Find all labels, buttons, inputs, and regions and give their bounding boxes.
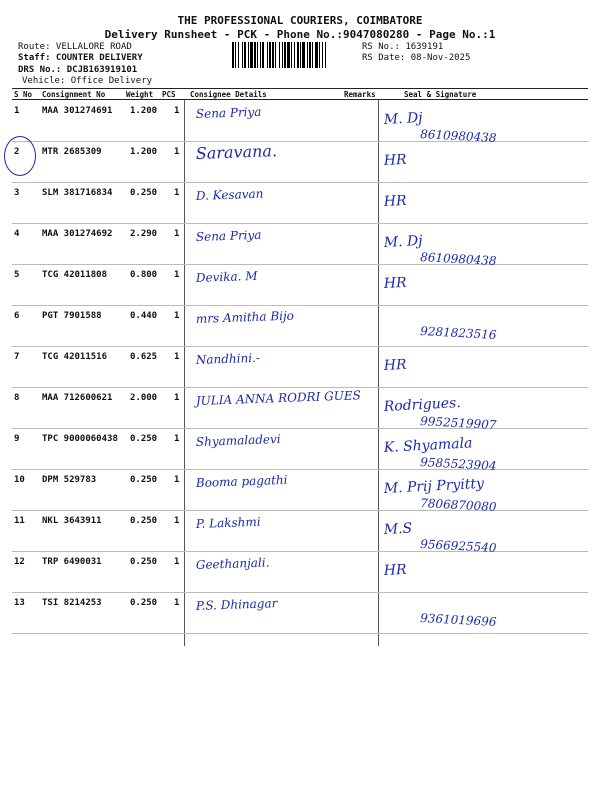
row-consignment-no: MAA 301274691: [42, 106, 113, 116]
row-divider: [12, 223, 588, 224]
col-weight: Weight: [126, 90, 154, 99]
phone-handwritten: 9585523904: [419, 455, 497, 473]
runsheet-subtitle: Delivery Runsheet - PCK - Phone No.:9047080280 - Page No.:1: [104, 28, 496, 41]
row-consignment-no: TRP 6490031: [42, 557, 102, 567]
col-remarks: Remarks: [344, 90, 376, 99]
row-consignment-no: TSI 8214253: [42, 598, 102, 608]
row-divider: [12, 428, 588, 429]
row-sno: 9: [14, 434, 20, 444]
row-weight: 2.000: [130, 393, 158, 403]
row-consignment-no: DPM 529783: [42, 475, 97, 485]
consignee-handwritten-name: P. Lakshmi: [195, 514, 261, 531]
row-sno: 5: [14, 270, 20, 280]
row-sno: 3: [14, 188, 20, 198]
row-divider: [12, 141, 588, 142]
row-weight: 0.250: [130, 516, 158, 526]
row-divider: [12, 264, 588, 265]
row-sno: 2: [14, 147, 20, 157]
col-sno: S No: [14, 90, 33, 99]
col-consignment: Consignment No: [42, 90, 106, 99]
signature-handwritten: HR: [383, 274, 407, 292]
row-consignment-no: TCG 42011808: [42, 270, 108, 280]
row-divider: [12, 551, 588, 552]
header-top-rule: [12, 88, 588, 89]
consignee-handwritten-name: D. Kesavan: [195, 186, 264, 203]
consignee-handwritten-name: Nandhini.-: [195, 350, 261, 367]
row-consignment-no: MAA 712600621: [42, 393, 113, 403]
phone-handwritten: 9361019696: [419, 611, 497, 629]
row-sno: 1: [14, 106, 20, 116]
drs-number: DRS No.: DCJB163919101: [18, 65, 138, 75]
row-consignment-no: TCG 42011516: [42, 352, 108, 362]
row-divider: [12, 592, 588, 593]
row-weight: 0.250: [130, 598, 158, 608]
row-pcs: 1: [174, 516, 180, 526]
row-divider: [12, 387, 588, 388]
row-sno: 8: [14, 393, 20, 403]
row-sno: 12: [14, 557, 25, 567]
row-divider: [12, 633, 588, 634]
row-consignment-no: MTR 2685309: [42, 147, 102, 157]
signature-handwritten: M.S: [383, 520, 413, 538]
row-consignment-no: NKL 3643911: [42, 516, 102, 526]
row-pcs: 1: [174, 598, 180, 608]
row-pcs: 1: [174, 106, 180, 116]
company-title: THE PROFESSIONAL COURIERS, COIMBATORE: [177, 14, 423, 27]
consignee-handwritten-name: Shyamaladevi: [195, 432, 281, 449]
barcode-image: [232, 42, 360, 68]
row-pcs: 1: [174, 229, 180, 239]
signature-handwritten: M. Dj: [383, 232, 423, 251]
row-pcs: 1: [174, 352, 180, 362]
staff-label: Staff: COUNTER DELIVERY: [18, 53, 143, 63]
row-weight: 1.200: [130, 147, 158, 157]
row-divider: [12, 305, 588, 306]
phone-handwritten: 9952519907: [419, 414, 497, 432]
row-sno: 11: [14, 516, 25, 526]
vehicle-label: Vehicle: Office Delivery: [22, 76, 153, 86]
consignee-handwritten-name: Devika. M: [195, 268, 258, 285]
route-label: Route: VELLALORE ROAD: [18, 42, 132, 52]
row-divider: [12, 346, 588, 347]
signature-handwritten: HR: [383, 561, 407, 579]
row-consignment-no: PGT 7901588: [42, 311, 102, 321]
row-weight: 0.250: [130, 188, 158, 198]
row-sno: 10: [14, 475, 25, 485]
signature-handwritten: M. Dj: [383, 109, 423, 128]
row-consignment-no: SLM 381716834: [42, 188, 113, 198]
row-divider: [12, 510, 588, 511]
signature-handwritten: K. Shyamala: [383, 435, 473, 456]
col-consignee: Consignee Details: [190, 90, 267, 99]
row-sno: 4: [14, 229, 20, 239]
row-consignment-no: TPC 9000060438: [42, 434, 118, 444]
row-pcs: 1: [174, 475, 180, 485]
consignee-handwritten-name: Sena Priya: [195, 227, 262, 244]
row-weight: 0.800: [130, 270, 158, 280]
phone-handwritten: 8610980438: [419, 127, 497, 145]
row-pcs: 1: [174, 393, 180, 403]
consignee-handwritten-name: Geethanjali.: [195, 555, 270, 572]
row-sno: 6: [14, 311, 20, 321]
rs-date: RS Date: 08-Nov-2025: [362, 53, 471, 63]
row-weight: 0.250: [130, 475, 158, 485]
consignee-handwritten-name: P.S. Dhinagar: [195, 596, 278, 613]
phone-handwritten: 7806870080: [419, 496, 497, 514]
row-pcs: 1: [174, 270, 180, 280]
signature-handwritten: M. Prij Pryitty: [383, 475, 485, 497]
row-consignment-no: MAA 301274692: [42, 229, 113, 239]
row-sno: 7: [14, 352, 20, 362]
col-pcs: PCS: [162, 90, 176, 99]
row-pcs: 1: [174, 147, 180, 157]
col-seal-signature: Seal & Signature: [404, 90, 477, 99]
consignee-handwritten-name: JULIA ANNA RODRI GUES: [195, 388, 362, 408]
signature-handwritten: HR: [383, 192, 407, 210]
row-weight: 0.440: [130, 311, 158, 321]
signature-handwritten: HR: [383, 356, 407, 374]
row-pcs: 1: [174, 188, 180, 198]
row-sno: 13: [14, 598, 25, 608]
row-weight: 0.625: [130, 352, 158, 362]
consignee-handwritten-name: Saravana.: [195, 141, 278, 163]
handdrawn-circle-row-2: [4, 136, 36, 176]
consignee-handwritten-name: Sena Priya: [195, 104, 262, 121]
row-pcs: 1: [174, 434, 180, 444]
phone-handwritten: 9566925540: [419, 537, 497, 555]
row-weight: 2.290: [130, 229, 158, 239]
consignee-handwritten-name: Booma pagathi: [195, 472, 288, 490]
rs-number: RS No.: 1639191: [362, 42, 444, 52]
signature-handwritten: HR: [383, 151, 407, 169]
phone-handwritten: 8610980438: [419, 250, 497, 268]
header-bottom-rule: [12, 99, 588, 100]
row-divider: [12, 182, 588, 183]
row-weight: 1.200: [130, 106, 158, 116]
row-weight: 0.250: [130, 557, 158, 567]
row-pcs: 1: [174, 311, 180, 321]
row-weight: 0.250: [130, 434, 158, 444]
consignee-handwritten-name: mrs Amitha Bijo: [195, 308, 295, 326]
signature-handwritten: Rodrigues.: [383, 394, 462, 415]
row-divider: [12, 469, 588, 470]
phone-handwritten: 9281823516: [419, 324, 497, 342]
row-pcs: 1: [174, 557, 180, 567]
